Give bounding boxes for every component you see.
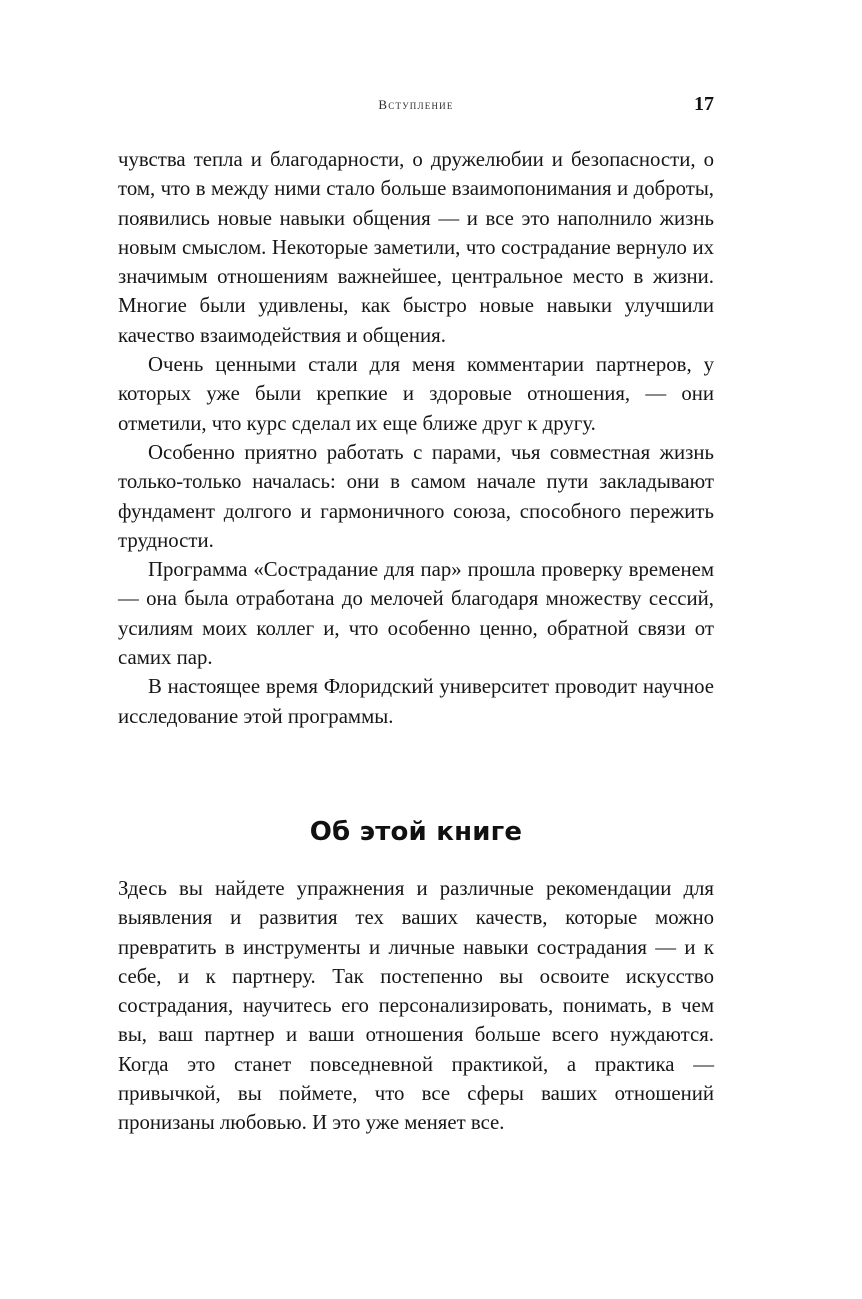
paragraph: В настоящее время Флоридский университет проводит научное исследование этой программы. bbox=[118, 675, 714, 728]
running-title: Вступление bbox=[378, 97, 454, 112]
paragraph: Здесь вы найдете упражнения и различные рекомендации для выявления и развития тех ваших качеств, которые можно превратить в инструменты и личные навыки сострадания — и к себе, и к партнеру. Так постепенно вы освоите искусство сострадания, научитесь его персонализировать, понимать, в чем вы, ваш партнер и ваши отношения больше всего нуждаются. Когда это станет повседневной практикой, а практика — привычкой, вы поймете, что все сферы ваших отношений пронизаны любовью. И это уже меняет все. bbox=[118, 877, 714, 1135]
section-heading: Об этой книге bbox=[309, 817, 523, 847]
paragraph: Очень ценными стали для меня комментарии партнеров, у которых уже были крепкие и здоровые отношения, — они отметили, что курс сделал их еще ближе друг к другу. bbox=[118, 353, 714, 435]
body-text-top bbox=[118, 145, 714, 731]
body-text-bottom bbox=[118, 874, 714, 1138]
paragraph: Программа «Сострадание для пар» прошла проверку временем — она была отработана до мелочей благодаря множеству сессий, усилиям моих коллег и, что особенно ценно, обратной связи от самих пар. bbox=[118, 558, 714, 670]
page-number: 17 bbox=[694, 93, 714, 115]
paragraph-continuation: чувства тепла и благодарности, о дружелюбии и безопасности, о том, что в между ними стало больше взаимопонимания и доброты, появились новые навыки общения — и все это наполнило жизнь новым смыслом. Некоторые заметили, что сострадание вернуло их значимым отношениям важнейшее, центральное место в жизни. Многие были удивлены, как быстро новые навыки улучшили качество взаимодействия и общения. bbox=[118, 148, 714, 347]
paragraph: Особенно приятно работать с парами, чья совместная жизнь только-только началась: они в самом начале пути закладывают фундамент долгого и гармоничного союза, способного пережить трудности. bbox=[118, 440, 714, 552]
running-header bbox=[118, 93, 714, 119]
